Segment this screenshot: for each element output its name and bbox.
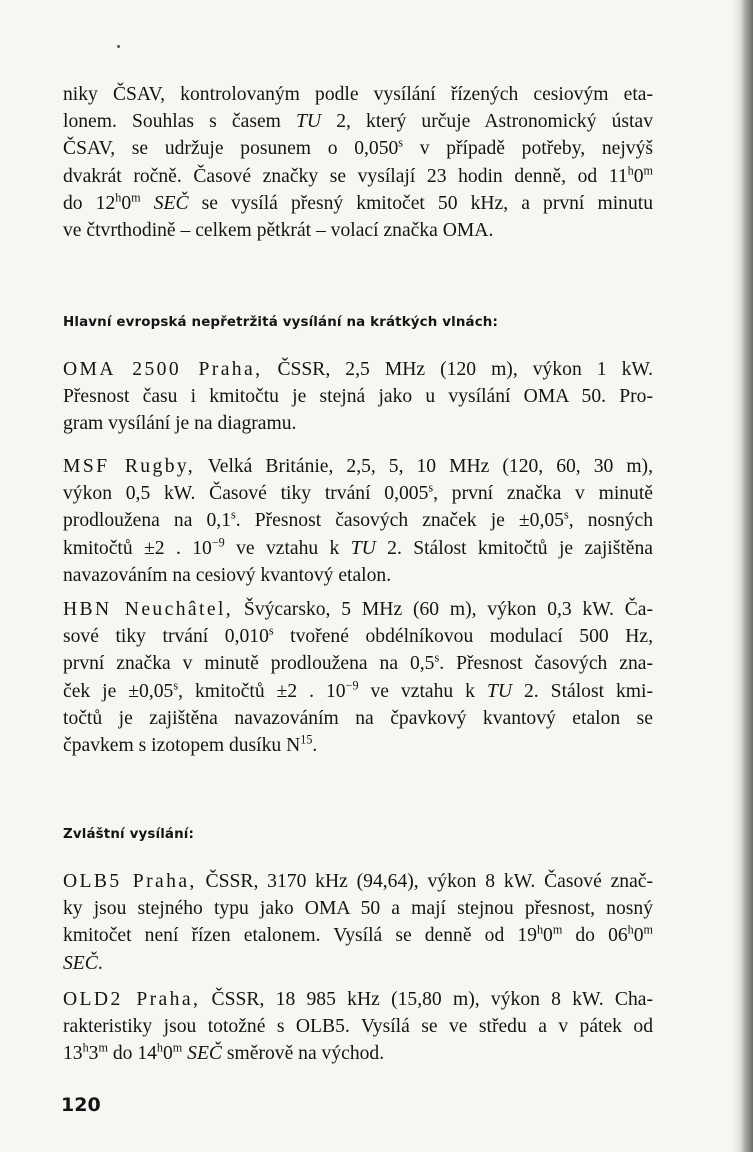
heading-special: Zvláštní vysílání: <box>63 827 195 842</box>
olb5-paragraph <box>63 868 653 977</box>
old2-line-2: rakteristiky jsou totožné s OLB5. Vysílá se ve středu a v pátek od <box>63 1016 653 1038</box>
olb5-line-4: SEČ. <box>63 952 103 974</box>
oma-line-2: Přesnost času i kmitočtu je stejná jako u vysílání OMA 50. Pro- <box>63 386 653 408</box>
hbn-line-2: sové tiky trvání 0,010$^s$ tvořené obdélníkovou modulací 500 Hz, <box>63 623 653 648</box>
olb5-line-2: ky jsou stejného typu jako OMA 50 a mají stejnou přesnost, nosný <box>63 898 653 920</box>
oma-line-1: OMA 2500 Praha, ČSSR, 2,5 MHz (120 m), výkon 1 kW. <box>63 359 653 380</box>
old2-line-1: OLD2 Praha, ČSSR, 18 985 kHz (15,80 m), výkon 8 kW. Cha- <box>63 989 654 1010</box>
speck <box>117 45 120 48</box>
olb5-line-3: kmitočet není řízen etalonem. Vysílá se denně od 19$^h$0$^m$ do 06$^h$0$^m$ <box>63 922 653 947</box>
hbn-line-5: točtů je zajištěna navazováním na čpavkový kvantový etalon se <box>63 707 653 729</box>
intro-line-5: do 12$^h$0$^m$ SEČ se vysílá přesný kmitočet 50 kHz, a první minutu <box>63 190 653 214</box>
page-edge-shadow <box>731 0 753 1152</box>
msf-line-2: výkon 0,5 kW. Časové tiky trvání 0,005$^s$, první značka v minutě <box>63 480 653 505</box>
msf-line-4: kmitočtů ±2 . $10^{-9}$ ve vztahu k TU 2. Stálost kmitočtů je zajištěna <box>63 535 653 559</box>
intro-line-2: lonem. Souhlas s časem TU 2, který určuje Astronomický ústav <box>63 111 653 133</box>
oma-paragraph <box>63 356 653 438</box>
oma-line-3: gram vysílání je na diagramu. <box>63 413 297 435</box>
hbn-line-3: první značka v minutě prodloužena na 0,5$^s$. Přesnost časových zna- <box>63 650 653 675</box>
intro-line-1: niky ČSAV, kontrolovaným podle vysílání řízených cesiovým eta- <box>63 84 653 105</box>
page-number: 120 <box>61 1094 101 1116</box>
hbn-line-1: HBN Neuchâtel, Švýcarsko, 5 MHz (60 m), výkon 0,3 kW. Ča- <box>63 599 653 620</box>
msf-line-1: MSF Rugby, Velká Británie, 2,5, 5, 10 MHz (120, 60, 30 m), <box>63 456 653 477</box>
heading-main-broadcasts: Hlavní evropská nepřetržitá vysílání na krátkých vlnách: <box>63 315 498 330</box>
old2-paragraph <box>63 986 653 1068</box>
msf-line-3: prodloužena na 0,1$^s$. Přesnost časových značek je $\pm 0,05^s$, nosných <box>63 507 654 532</box>
intro-line-3: ČSAV, se udržuje posunem o 0,050$^s$ v případě potřeby, nejvýš <box>63 135 653 160</box>
hbn-paragraph <box>63 596 653 759</box>
intro-line-4: dvakrát ročně. Časové značky se vysílají 23 hodin denně, od 11$^h$0$^m$ <box>63 163 653 187</box>
msf-paragraph <box>63 453 653 589</box>
msf-line-5: navazováním na cesiový kvantový etalon. <box>63 564 392 586</box>
intro-paragraph <box>63 81 653 244</box>
olb5-line-1: OLB5 Praha, ČSSR, 3170 kHz (94,64), výkon 8 kW. Časové znač- <box>63 871 654 892</box>
intro-line-6: ve čtvrthodině – celkem pětkrát – volací značka OMA. <box>63 220 494 242</box>
hbn-line-4: ček je $\pm 0,05^s$, kmitočtů ±2 . $10^{-9}$ ve vztahu k TU 2. Stálost kmi- <box>63 678 653 702</box>
old2-line-3: 13$^h$3$^m$ do 14$^h$0$^m$ SEČ směrově na východ. <box>63 1040 385 1065</box>
hbn-line-6: čpavkem s izotopem dusíku $N^{15}$. <box>63 732 318 757</box>
